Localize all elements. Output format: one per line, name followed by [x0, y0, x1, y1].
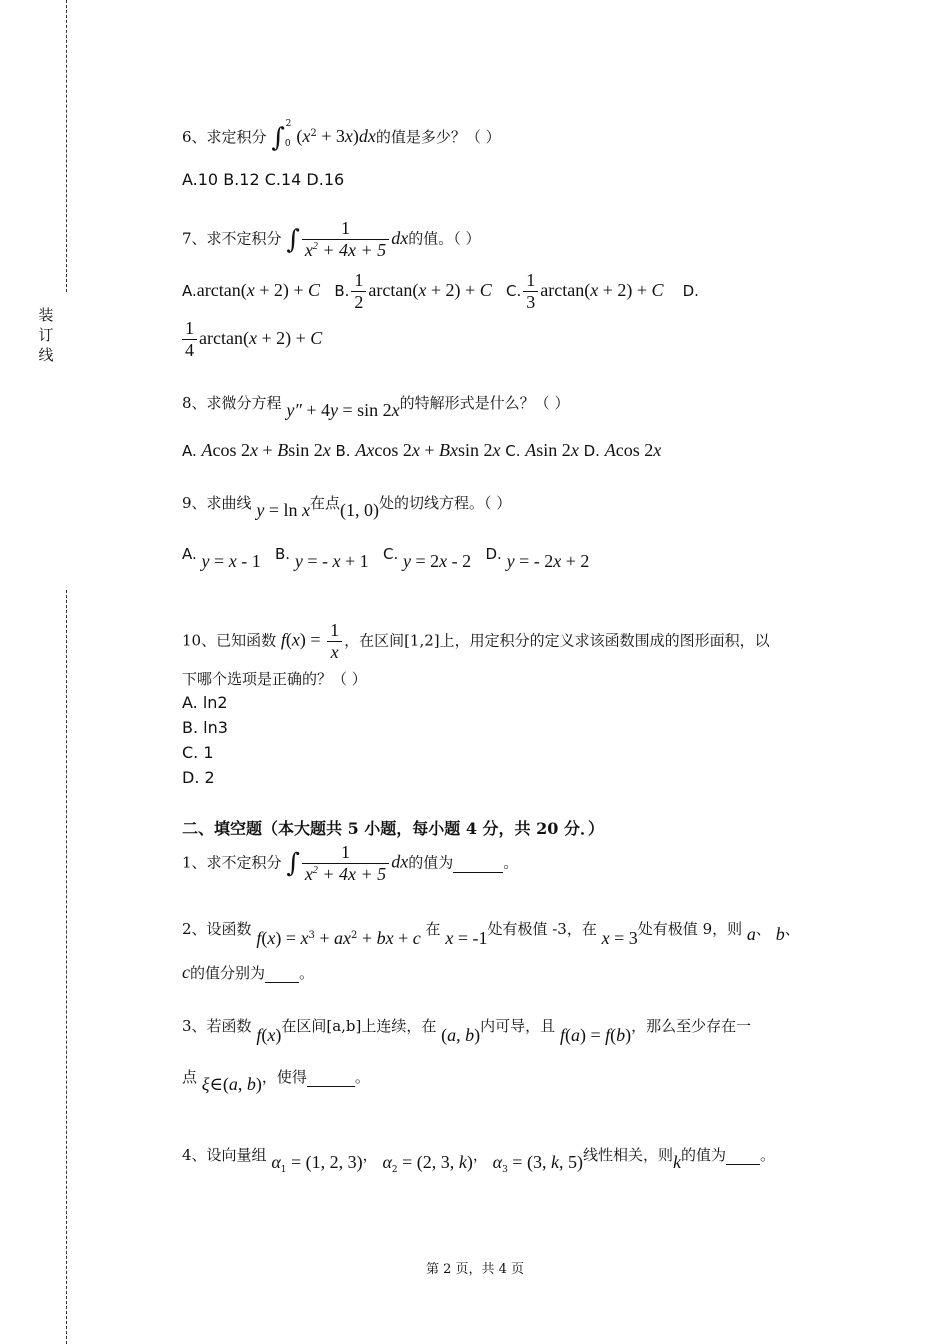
- question-7: 7、求不定积分 ∫ $\frac{1}{x^2 + 4x + 5}$ dx的值。（ ）: [182, 218, 481, 260]
- answer-blank[interactable]: [726, 1146, 760, 1165]
- binding-line-top: [66, 0, 67, 292]
- question-9-options: A. y = x - 1 B. y = - x + 1 C. y = 2x - 2 D. y = - 2x + 2: [182, 545, 590, 571]
- fill-question-2: 2、设函数 $f(x) = x^3 + ax^2$ + bx + c 在 x = -1处有极值 -3，在 x = 3处有极值 9，则 a、 b、: [182, 920, 800, 948]
- page-footer: 第 2 页，共 4 页: [425, 1262, 525, 1277]
- question-8: 8、求微分方程 y″ + 4y = sin 2x的特解形式是什么？（ ）: [182, 394, 570, 420]
- question-8-options: A. Acos 2x + Bsin 2x B. Axcos 2x + Bxsin 2x C. Asin 2x D. Acos 2x: [182, 440, 662, 460]
- question-7-options: A.arctan(x + 2) + C B. $\frac{1}{2}$ arctan(x + 2) + C C. $\frac{1}{3}$ arctan(x + 2) + C D.: [182, 270, 699, 312]
- fill-question-3-line2: 点 ξ∈(a, b)，使得 。: [182, 1068, 370, 1094]
- question-9: 9、求曲线 y = ln x在点(1, 0)处的切线方程。（ ）: [182, 494, 512, 520]
- question-7-option-d-expr: $\frac{1}{4}$ arctan(x + 2) + C: [180, 318, 322, 361]
- fill-question-3: 3、若函数 f(x)在区间[a,b]上连续，在 (a, b)内可导，且 f(a) = f(b)，那么至少存在一: [182, 1017, 752, 1045]
- binding-label: 装订线: [38, 306, 54, 364]
- question-10: 10、已知函数 f(x) = $\frac{1}{x}$ ，在区间[1,2]上，用定积分的定义求该函数围成的图形面积，以: [182, 620, 770, 662]
- answer-blank[interactable]: [307, 1068, 355, 1087]
- fill-question-1: 1、求不定积分 ∫ $\frac{1}{x^2 + 4x + 5}$ dx的值为 。: [182, 842, 519, 884]
- question-10-line2: 下哪个选项是正确的？（ ）: [182, 670, 367, 688]
- binding-line-bottom: [66, 590, 67, 1344]
- answer-blank[interactable]: [453, 854, 503, 873]
- question-10-option-a: A. ln2: [182, 693, 228, 712]
- integral-q6: $\int_0^2(x^2 + 3x)dx$: [271, 119, 376, 153]
- section-heading-fill-in: 二、填空题（本大题共 5 小题，每小题 4 分，共 20 分．）: [182, 819, 604, 838]
- question-6-options: A.10 B.12 C.14 D.16: [182, 170, 345, 189]
- question-6: 6、求定积分 $\int_0^2(x^2 + 3x)dx$的值是多少？（ ）: [182, 119, 501, 153]
- integral-q7: ∫ $\frac{1}{x^2 + 4x + 5}$ dx: [286, 218, 409, 260]
- question-10-option-b: B. ln3: [182, 718, 228, 737]
- fill-question-2-line2: c的值分别为 。: [182, 962, 315, 982]
- question-10-option-c: C. 1: [182, 743, 214, 762]
- answer-blank[interactable]: [265, 964, 299, 983]
- question-10-option-d: D. 2: [182, 768, 215, 787]
- fill-question-4: 4、设向量组 $\alpha_1 = (1$, 2, 3)， $\alpha_2 = (2$, 3, k)， $\alpha_3 = (3$, k, 5)线性相关，则k的值为 。: [182, 1146, 775, 1175]
